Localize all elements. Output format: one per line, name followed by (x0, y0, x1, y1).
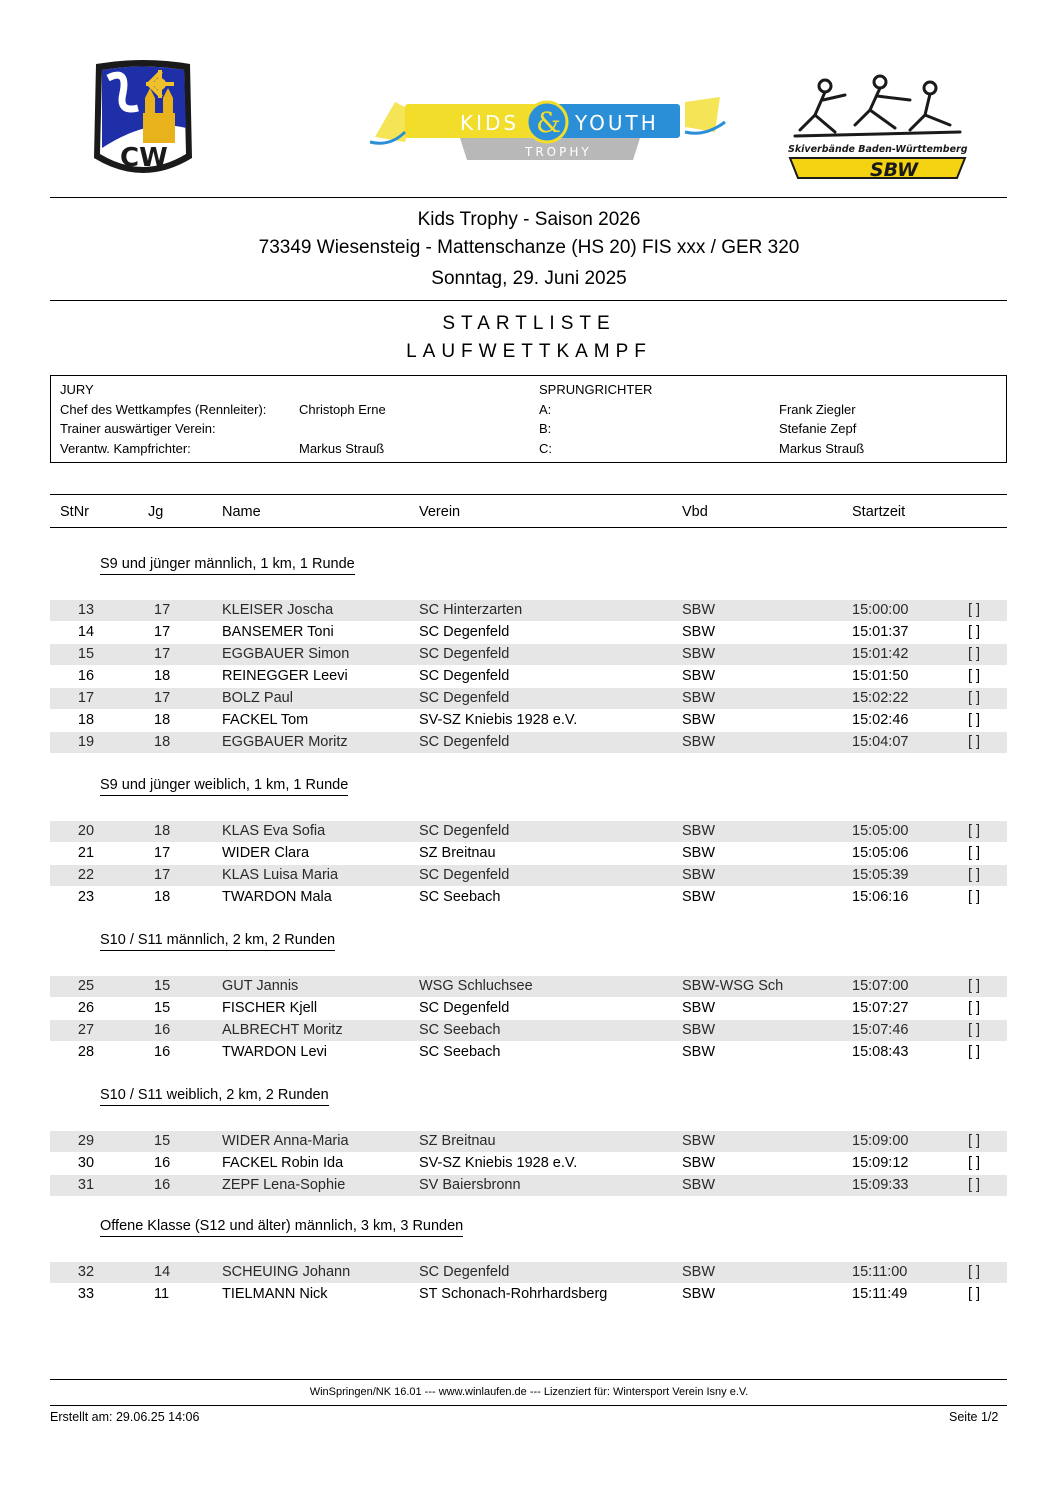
table-row (50, 1262, 1007, 1283)
kids-logo-kids: KIDS (460, 111, 520, 135)
cell-stnr: 23 (77, 889, 95, 905)
kampfrichter-label: Verantw. Kampfrichter: (60, 441, 191, 456)
cell-box: [ ] (968, 1286, 981, 1302)
cell-verein: ST Schonach-Rohrhardsberg (419, 1286, 608, 1302)
cell-zeit: 15:01:50 (852, 668, 909, 684)
cell-stnr: 31 (77, 1177, 95, 1193)
cell-jg: 18 (154, 823, 171, 839)
category-title: S10 / S11 männlich, 2 km, 2 Runden (100, 932, 335, 951)
cell-vbd: SBW (682, 867, 716, 883)
table-row (50, 998, 1007, 1019)
cell-name: EGGBAUER Moritz (222, 734, 348, 750)
cell-vbd: SBW (682, 1133, 716, 1149)
cell-jg: 14 (154, 1264, 171, 1280)
category-title: S9 und jünger weiblich, 1 km, 1 Runde (100, 777, 348, 796)
header-vbd: Vbd (682, 504, 708, 520)
cell-verein: SC Degenfeld (419, 867, 510, 883)
cell-vbd: SBW (682, 624, 716, 640)
cell-name: FACKEL Tom (222, 712, 309, 728)
judge-b-label: B: (539, 421, 552, 436)
cell-jg: 17 (154, 646, 171, 662)
cell-stnr: 29 (77, 1133, 95, 1149)
kids-logo-amp: & (536, 106, 561, 139)
event-title: Kids Trophy - Saison 2026 (417, 209, 641, 230)
cell-verein: SC Degenfeld (419, 668, 510, 684)
cell-name: TWARDON Levi (222, 1044, 327, 1060)
cell-stnr: 32 (77, 1264, 95, 1280)
cell-vbd: SBW (682, 845, 716, 861)
sbw-association-logo (785, 70, 970, 182)
sbw-logo-line2: SBW (870, 159, 919, 181)
cell-vbd: SBW (682, 602, 716, 618)
cell-box: [ ] (968, 734, 981, 750)
cell-vbd: SBW-WSG Sch (682, 978, 784, 994)
cell-name: KLAS Luisa Maria (222, 867, 339, 883)
header-stnr: StNr (60, 504, 89, 520)
trainer-label: Trainer auswärtiger Verein: (60, 421, 216, 436)
cell-box: [ ] (968, 1044, 981, 1060)
cell-box: [ ] (968, 978, 981, 994)
cell-stnr: 26 (77, 1000, 95, 1016)
table-row (50, 1284, 1007, 1305)
cell-box: [ ] (968, 668, 981, 684)
cell-zeit: 15:05:00 (852, 823, 909, 839)
event-date: Sonntag, 29. Juni 2025 (431, 268, 627, 289)
cell-name: ALBRECHT Moritz (222, 1022, 343, 1038)
table-row (50, 600, 1007, 621)
event-venue: 73349 Wiesensteig - Mattenschanze (HS 20) FIS xxx / GER 320 (258, 237, 800, 258)
cell-box: [ ] (968, 1155, 981, 1171)
kids-logo-trophy: TROPHY (525, 145, 592, 159)
cell-zeit: 15:07:27 (852, 1000, 909, 1016)
cell-verein: SC Degenfeld (419, 734, 510, 750)
cell-verein: SC Degenfeld (419, 1000, 510, 1016)
table-row (50, 1131, 1007, 1152)
cell-jg: 15 (154, 978, 171, 994)
cell-jg: 15 (154, 1000, 171, 1016)
category-title: S9 und jünger männlich, 1 km, 1 Runde (100, 556, 355, 575)
cell-jg: 18 (154, 734, 171, 750)
cell-stnr: 22 (77, 867, 95, 883)
cell-jg: 18 (154, 889, 171, 905)
cell-zeit: 15:01:37 (852, 624, 909, 640)
cell-name: KLAS Eva Sofia (222, 823, 326, 839)
cell-jg: 15 (154, 1133, 171, 1149)
competition-type-title: LAUFWETTKAMPF (406, 341, 652, 362)
cell-verein: SV Baiersbronn (419, 1177, 521, 1193)
cell-jg: 11 (154, 1286, 170, 1302)
table-row (50, 622, 1007, 643)
cell-stnr: 18 (77, 712, 95, 728)
cell-jg: 18 (154, 668, 171, 684)
cell-stnr: 17 (77, 690, 95, 706)
cell-verein: SC Seebach (419, 1022, 501, 1038)
cell-name: ZEPF Lena-Sophie (222, 1177, 346, 1193)
cell-jg: 16 (154, 1022, 171, 1038)
cell-box: [ ] (968, 1133, 981, 1149)
cell-zeit: 15:05:06 (852, 845, 909, 861)
cell-verein: SZ Breitnau (419, 845, 496, 861)
cell-jg: 17 (154, 602, 171, 618)
cell-vbd: SBW (682, 1286, 716, 1302)
header-verein: Verein (419, 504, 461, 520)
cell-zeit: 15:09:00 (852, 1133, 909, 1149)
table-row (50, 1153, 1007, 1174)
cell-jg: 17 (154, 867, 171, 883)
cell-box: [ ] (968, 1022, 981, 1038)
header-startzeit: Startzeit (852, 504, 906, 520)
cell-vbd: SBW (682, 1000, 716, 1016)
cell-zeit: 15:07:46 (852, 1022, 909, 1038)
category-title: Offene Klasse (S12 und älter) männlich, 3 km, 3 Runden (100, 1218, 463, 1237)
table-header-bottom-line (50, 527, 1007, 528)
table-row (50, 821, 1007, 842)
cell-box: [ ] (968, 1000, 981, 1016)
cell-name: FISCHER Kjell (222, 1000, 318, 1016)
cell-box: [ ] (968, 845, 981, 861)
cell-name: KLEISER Joscha (222, 602, 334, 618)
table-header-top-line (50, 494, 1007, 495)
header-divider-bottom (50, 300, 1007, 301)
cell-box: [ ] (968, 646, 981, 662)
cell-stnr: 30 (77, 1155, 95, 1171)
cell-name: SCHEUING Johann (222, 1264, 351, 1280)
cell-zeit: 15:06:16 (852, 889, 909, 905)
cell-vbd: SBW (682, 823, 716, 839)
judge-a-value: Frank Ziegler (779, 402, 856, 417)
cell-zeit: 15:05:39 (852, 867, 909, 883)
cell-box: [ ] (968, 624, 981, 640)
cell-zeit: 15:09:33 (852, 1177, 909, 1193)
cell-verein: SC Seebach (419, 889, 501, 905)
cell-zeit: 15:11:00 (852, 1264, 908, 1280)
footer-software-info: WinSpringen/NK 16.01 --- www.winlaufen.de --- Lizenziert für: Wintersport Verein Isny e.V. (309, 1386, 749, 1398)
jury-label: JURY (60, 382, 94, 397)
category-title: S10 / S11 weiblich, 2 km, 2 Runden (100, 1087, 329, 1106)
cell-stnr: 25 (77, 978, 95, 994)
cell-stnr: 13 (77, 602, 95, 618)
cell-verein: SC Hinterzarten (419, 602, 523, 618)
cell-zeit: 15:08:43 (852, 1044, 909, 1060)
cell-jg: 17 (154, 690, 171, 706)
table-row (50, 1020, 1007, 1041)
cell-box: [ ] (968, 690, 981, 706)
header-divider-top (50, 197, 1007, 198)
footer-divider-top (50, 1379, 1007, 1380)
table-row (50, 843, 1007, 864)
cell-verein: SZ Breitnau (419, 1133, 496, 1149)
cell-vbd: SBW (682, 734, 716, 750)
cell-stnr: 28 (77, 1044, 95, 1060)
cell-name: REINEGGER Leevi (222, 668, 348, 684)
cell-name: TIELMANN Nick (222, 1286, 328, 1302)
cell-name: BANSEMER Toni (222, 624, 334, 640)
cell-vbd: SBW (682, 668, 716, 684)
cell-box: [ ] (968, 712, 981, 728)
cell-verein: SC Degenfeld (419, 624, 510, 640)
judge-a-label: A: (539, 402, 552, 417)
cell-vbd: SBW (682, 1264, 716, 1280)
cell-vbd: SBW (682, 690, 716, 706)
cell-verein: SV-SZ Kniebis 1928 e.V. (419, 1155, 578, 1171)
cell-verein: SC Degenfeld (419, 646, 510, 662)
table-row (50, 1042, 1007, 1063)
cell-name: WIDER Anna-Maria (222, 1133, 349, 1149)
cell-zeit: 15:02:22 (852, 690, 909, 706)
cell-stnr: 16 (77, 668, 95, 684)
cell-zeit: 15:02:46 (852, 712, 909, 728)
cell-verein: SC Degenfeld (419, 1264, 510, 1280)
cell-zeit: 15:00:00 (852, 602, 909, 618)
cell-box: [ ] (968, 889, 981, 905)
cell-stnr: 14 (77, 624, 95, 640)
cell-jg: 18 (154, 712, 171, 728)
cell-stnr: 21 (77, 845, 95, 861)
cell-vbd: SBW (682, 889, 716, 905)
cell-zeit: 15:07:00 (852, 978, 909, 994)
cell-verein: SC Degenfeld (419, 823, 510, 839)
chef-label: Chef des Wettkampfes (Rennleiter): (60, 402, 267, 417)
cw-logo-text: CW (120, 143, 168, 173)
header-jg: Jg (148, 504, 164, 520)
cell-name: FACKEL Robin Ida (222, 1155, 344, 1171)
cell-vbd: SBW (682, 1044, 716, 1060)
judge-c-label: C: (539, 441, 552, 456)
kids-youth-trophy-logo (365, 82, 730, 164)
cw-club-logo (88, 58, 198, 184)
footer-divider-bottom (50, 1405, 1007, 1406)
kids-logo-youth: YOUTH (575, 111, 659, 135)
cell-stnr: 20 (77, 823, 95, 839)
cell-zeit: 15:09:12 (852, 1155, 909, 1171)
chef-value: Christoph Erne (299, 402, 386, 417)
footer-created-date: Erstellt am: 29.06.25 14:06 (50, 1410, 200, 1424)
cell-box: [ ] (968, 602, 981, 618)
cell-name: GUT Jannis (222, 978, 299, 994)
cell-jg: 16 (154, 1155, 171, 1171)
cell-name: WIDER Clara (222, 845, 310, 861)
cell-vbd: SBW (682, 1022, 716, 1038)
kampfrichter-value: Markus Strauß (299, 441, 385, 456)
cell-vbd: SBW (682, 646, 716, 662)
cell-vbd: SBW (682, 1155, 716, 1171)
table-row (50, 1175, 1007, 1196)
cell-box: [ ] (968, 823, 981, 839)
table-row (50, 732, 1007, 753)
cell-vbd: SBW (682, 1177, 716, 1193)
cell-zeit: 15:01:42 (852, 646, 909, 662)
sbw-logo-line1: Skiverbände Baden-Württemberg (788, 144, 968, 155)
cell-box: [ ] (968, 1177, 981, 1193)
cell-zeit: 15:04:07 (852, 734, 909, 750)
header-name: Name (222, 504, 261, 520)
cell-stnr: 33 (77, 1286, 95, 1302)
cell-jg: 16 (154, 1177, 171, 1193)
cell-box: [ ] (968, 1264, 981, 1280)
table-row (50, 644, 1007, 665)
cell-verein: SC Degenfeld (419, 690, 510, 706)
judge-b-value: Stefanie Zepf (779, 421, 857, 436)
table-row (50, 976, 1007, 997)
cell-jg: 17 (154, 845, 171, 861)
cell-jg: 17 (154, 624, 171, 640)
table-row (50, 688, 1007, 709)
cell-stnr: 27 (77, 1022, 95, 1038)
cell-stnr: 15 (77, 646, 95, 662)
cell-name: TWARDON Mala (222, 889, 332, 905)
cell-jg: 16 (154, 1044, 171, 1060)
cell-zeit: 15:11:49 (852, 1286, 908, 1302)
sprungrichter-label: SPRUNGRICHTER (539, 382, 653, 397)
cell-verein: SC Seebach (419, 1044, 501, 1060)
cell-name: EGGBAUER Simon (222, 646, 350, 662)
jury-box (50, 375, 1007, 463)
table-row (50, 865, 1007, 886)
cell-name: BOLZ Paul (222, 690, 293, 706)
cell-verein: WSG Schluchsee (419, 978, 533, 994)
table-row (50, 666, 1007, 687)
table-row (50, 710, 1007, 731)
judge-c-value: Markus Strauß (779, 441, 865, 456)
footer-page-number: Seite 1/2 (949, 1410, 999, 1424)
cell-stnr: 19 (77, 734, 95, 750)
cell-vbd: SBW (682, 712, 716, 728)
cell-box: [ ] (968, 867, 981, 883)
list-type-title: STARTLISTE (442, 313, 616, 334)
table-row (50, 887, 1007, 908)
cell-verein: SV-SZ Kniebis 1928 e.V. (419, 712, 578, 728)
